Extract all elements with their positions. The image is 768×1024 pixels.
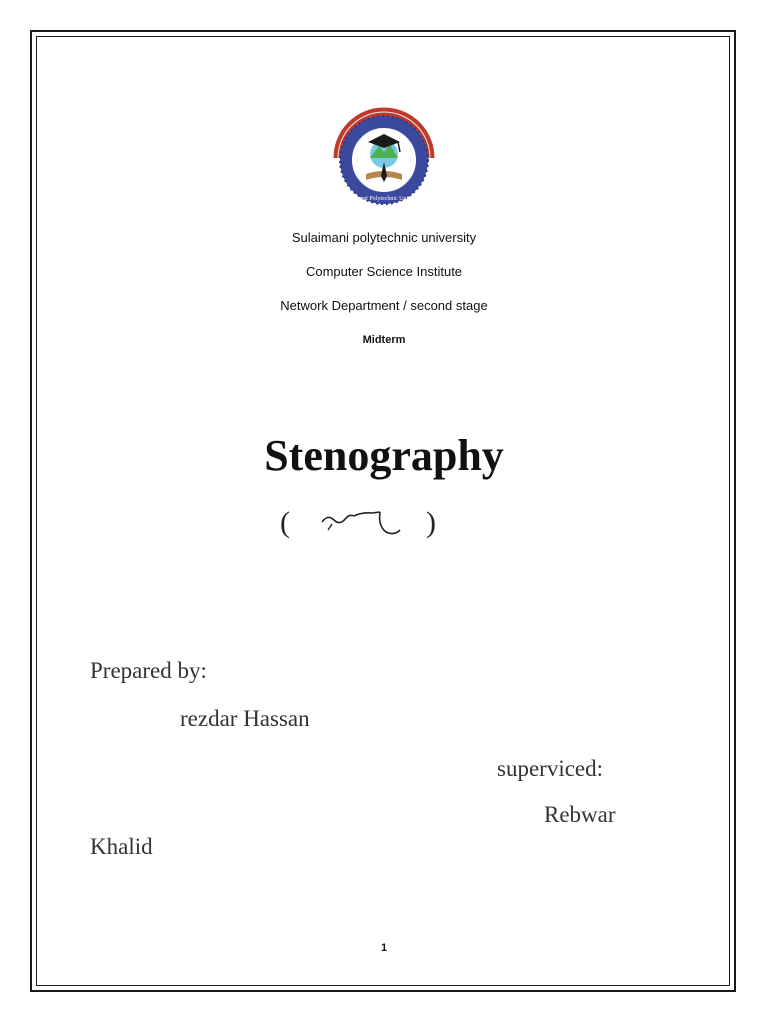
university-logo <box>284 96 484 214</box>
handwritten-script-icon <box>318 504 408 544</box>
supervisor-name-first: Rebwar <box>544 802 616 827</box>
page-number: 1 <box>380 942 388 954</box>
prepared-by-label: Prepared by: <box>90 658 207 683</box>
document-title: Stenography <box>264 431 504 480</box>
institute-name: Computer Science Institute <box>305 264 463 279</box>
exam-type: Midterm <box>362 334 406 346</box>
svg-text:Sulaimani Polytechnic Universi: Sulaimani Polytechnic University <box>343 196 425 202</box>
supervised-label: superviced: <box>497 756 604 781</box>
supervisor-name-last: Khalid <box>90 834 153 859</box>
university-seal-icon <box>324 96 444 214</box>
open-paren: ( <box>280 506 290 539</box>
department-name: Network Department / second stage <box>280 298 488 313</box>
university-name: Sulaimani polytechnic university <box>291 230 477 245</box>
close-paren: ) <box>426 506 436 539</box>
prepared-by-name: rezdar Hassan <box>180 706 310 731</box>
subtitle-script <box>278 502 438 548</box>
